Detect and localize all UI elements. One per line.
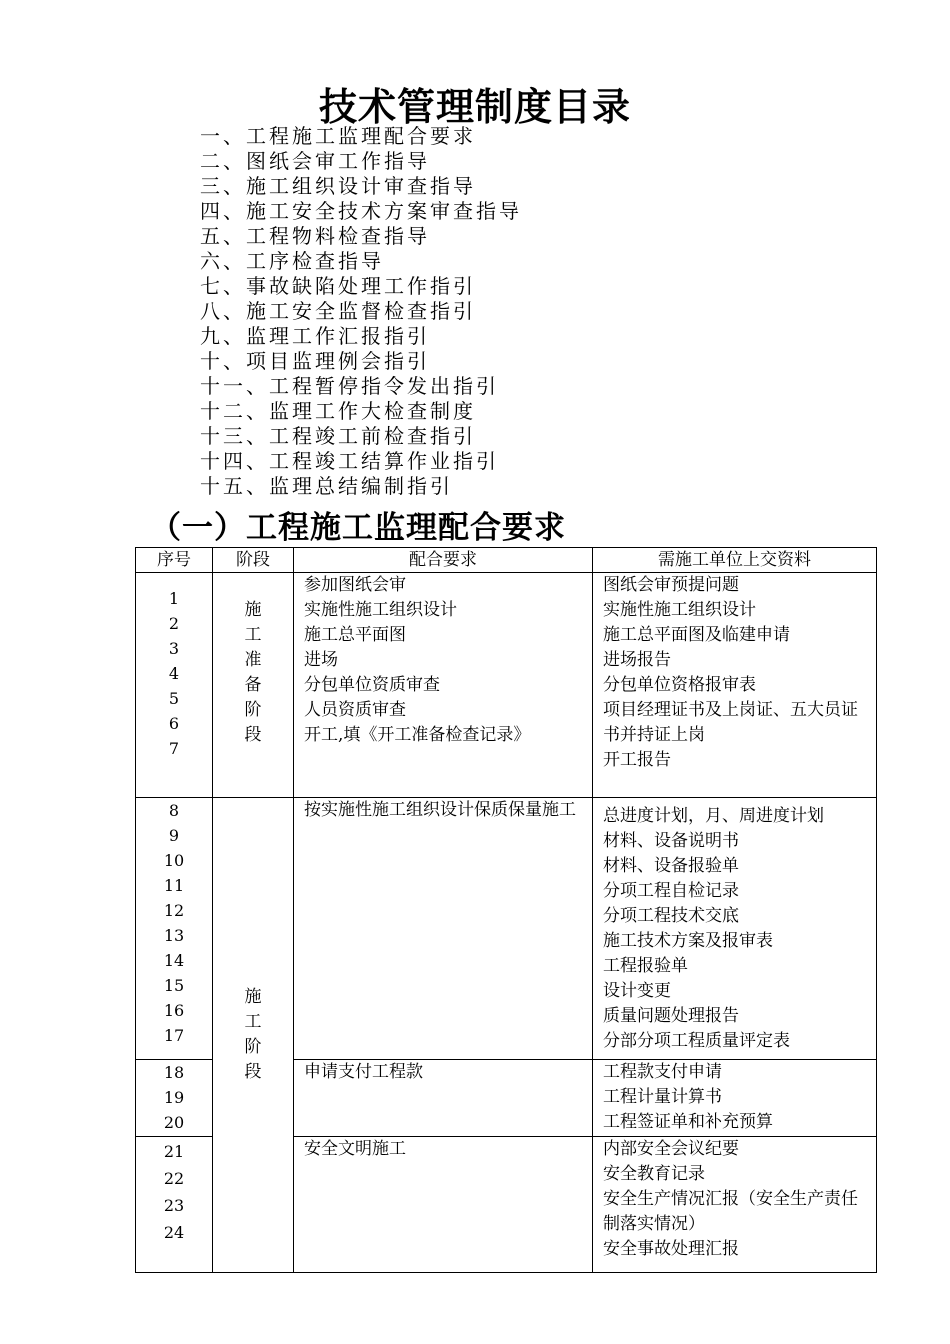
seq-number: 22 (163, 1169, 185, 1188)
seq-number: 24 (163, 1223, 185, 1242)
toc-item: 五、工程物料检查指导 (200, 224, 430, 248)
toc-item: 十、项目监理例会指引 (200, 349, 430, 373)
material-item: 施工技术方案及报审表 (603, 931, 773, 951)
header-seq: 序号 (136, 548, 213, 573)
stage-char: 工 (244, 1012, 262, 1032)
seq-number: 14 (163, 951, 185, 970)
requirement-item: 进场 (304, 650, 338, 670)
material-item: 设计变更 (603, 981, 671, 1001)
material-item: 质量问题处理报告 (603, 1006, 739, 1026)
stage-cell-preparation (213, 573, 294, 798)
seq-number: 6 (168, 714, 180, 733)
material-item: 内部安全会议纪要 (603, 1139, 739, 1159)
seq-number: 10 (163, 851, 185, 870)
stage-char: 阶 (244, 1037, 262, 1057)
requirement-item: 人员资质审查 (304, 700, 406, 720)
stage-char: 备 (244, 675, 262, 695)
seq-cell (136, 1060, 213, 1137)
seq-number: 23 (163, 1196, 185, 1215)
seq-number: 20 (163, 1113, 185, 1132)
toc-item: 九、监理工作汇报指引 (200, 324, 430, 348)
material-item: 材料、设备报验单 (603, 856, 739, 876)
material-item: 工程计量计算书 (603, 1087, 722, 1107)
requirements-cell (294, 1137, 593, 1273)
header-materials: 需施工单位上交资料 (593, 548, 877, 573)
toc-item: 八、施工安全监督检查指引 (200, 299, 476, 323)
toc-item: 十五、监理总结编制指引 (200, 474, 453, 498)
toc-item: 十一、工程暂停指令发出指引 (200, 374, 499, 398)
seq-cell (136, 798, 213, 1060)
material-item: 安全事故处理汇报 (603, 1239, 739, 1259)
material-item: 项目经理证书及上岗证、五大员证书并持证上岗 (603, 700, 858, 745)
toc-item: 十二、监理工作大检查制度 (200, 399, 476, 423)
requirement-item: 开工,填《开工准备检查记录》 (304, 725, 531, 745)
seq-cell (136, 573, 213, 798)
toc-item: 十三、工程竣工前检查指引 (200, 424, 476, 448)
requirements-cell (294, 798, 593, 1060)
stage-char: 段 (244, 725, 262, 745)
material-item: 安全教育记录 (603, 1164, 705, 1184)
toc-item: 四、施工安全技术方案审查指导 (200, 199, 522, 223)
section-title: （一）工程施工监理配合要求 (150, 510, 566, 546)
material-item: 材料、设备说明书 (603, 831, 739, 851)
stage-char: 段 (244, 1062, 262, 1082)
seq-number: 7 (168, 739, 180, 758)
seq-number: 21 (163, 1142, 185, 1161)
seq-number: 12 (163, 901, 185, 920)
requirement-item: 实施性施工组织设计 (304, 600, 457, 620)
toc-item: 十四、工程竣工结算作业指引 (200, 449, 499, 473)
material-item: 分包单位资格报审表 (603, 675, 756, 695)
seq-cell (136, 1137, 213, 1273)
materials-cell (593, 798, 877, 1060)
requirements-table (135, 547, 877, 1273)
header-stage: 阶段 (213, 548, 294, 573)
toc-item: 七、事故缺陷处理工作指引 (200, 274, 476, 298)
toc-item: 二、图纸会审工作指导 (200, 149, 430, 173)
toc-item: 一、工程施工监理配合要求 (200, 124, 476, 148)
table-row (136, 573, 877, 798)
requirement-item: 分包单位资质审查 (304, 675, 440, 695)
stage-char: 工 (244, 625, 262, 645)
material-item: 工程签证单和补充预算 (603, 1112, 773, 1132)
seq-number: 3 (168, 639, 180, 658)
requirement-item: 参加图纸会审 (304, 575, 406, 595)
seq-number: 4 (168, 664, 180, 683)
page-title: 技术管理制度目录 (318, 85, 631, 129)
table-row (136, 798, 877, 1060)
requirement-item: 按实施性施工组织设计保质保量施工 (304, 800, 576, 820)
materials-cell (593, 1137, 877, 1273)
requirement-item: 安全文明施工 (304, 1139, 406, 1159)
stage-char: 施 (244, 600, 262, 620)
seq-number: 17 (163, 1026, 185, 1045)
seq-number: 16 (163, 1001, 185, 1020)
seq-number: 13 (163, 926, 185, 945)
requirements-cell (294, 573, 593, 798)
seq-number: 11 (163, 876, 185, 895)
material-item: 总进度计划，月、周进度计划 (603, 806, 824, 826)
material-item: 工程报验单 (603, 956, 688, 976)
table-of-contents (200, 124, 522, 499)
material-item: 图纸会审预提问题 (603, 575, 739, 595)
seq-number: 8 (168, 801, 180, 820)
materials-cell (593, 573, 877, 798)
requirements-cell (294, 1060, 593, 1137)
seq-number: 19 (163, 1088, 185, 1107)
seq-number: 9 (168, 826, 180, 845)
materials-cell (593, 1060, 877, 1137)
stage-char: 施 (244, 987, 262, 1007)
material-item: 工程款支付申请 (603, 1062, 722, 1082)
material-item: 分项工程自检记录 (603, 881, 739, 901)
toc-item: 三、施工组织设计审查指导 (200, 174, 476, 198)
material-item: 施工总平面图及临建申请 (603, 625, 790, 645)
seq-number: 18 (163, 1063, 185, 1082)
seq-number: 5 (168, 689, 180, 708)
material-item: 安全生产情况汇报（安全生产责任制落实情况） (603, 1189, 858, 1234)
seq-number: 2 (168, 614, 180, 633)
material-item: 进场报告 (603, 650, 671, 670)
requirement-item: 申请支付工程款 (304, 1062, 423, 1082)
material-item: 实施性施工组织设计 (603, 600, 756, 620)
stage-char: 准 (244, 650, 262, 670)
header-requirements: 配合要求 (294, 548, 593, 573)
material-item: 分项工程技术交底 (603, 906, 739, 926)
requirement-item: 施工总平面图 (304, 625, 406, 645)
toc-item: 六、工序检查指导 (200, 249, 384, 273)
seq-number: 15 (163, 976, 185, 995)
material-item: 开工报告 (603, 750, 671, 770)
stage-char: 阶 (244, 700, 262, 720)
seq-number: 1 (168, 589, 180, 608)
stage-cell-construction (213, 798, 294, 1273)
material-item: 分部分项工程质量评定表 (603, 1031, 790, 1051)
table-header-row (136, 548, 877, 573)
